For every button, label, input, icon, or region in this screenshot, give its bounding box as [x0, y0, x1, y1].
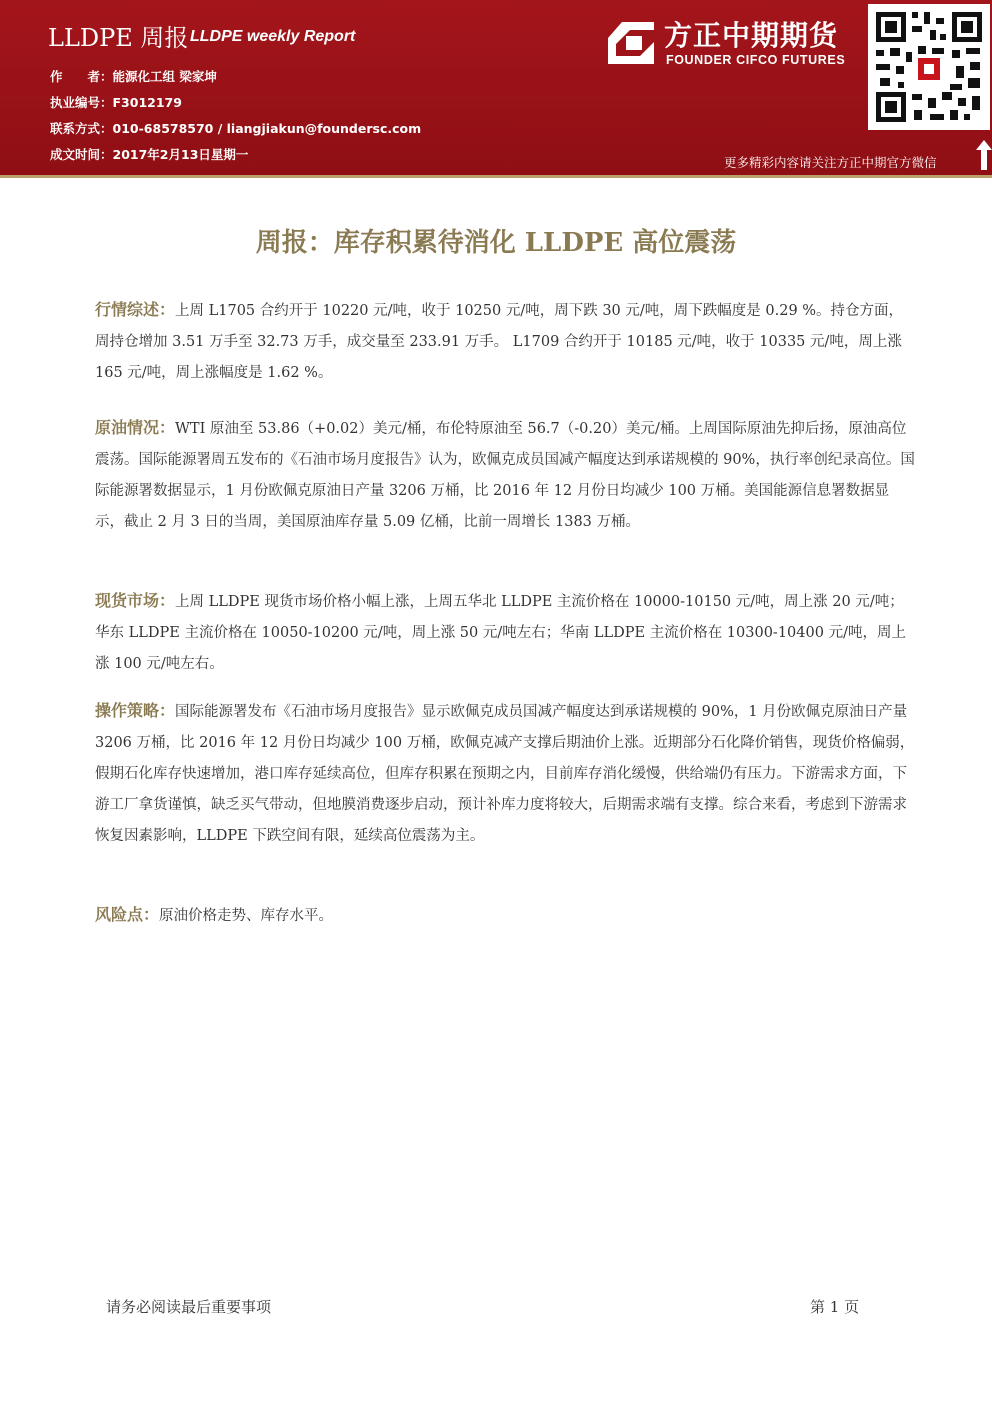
wechat-follow-note: 更多精彩内容请关注方正中期官方微信 — [724, 155, 937, 170]
section-text: 上周 LLDPE 现货市场价格小幅上涨，上周五华北 LLDPE 主流价格在 10000-10150 元/吨，周上涨 20 元/吨；华东 LLDPE 主流价格在 10050-10200 元/吨，周上涨 50 元/吨左右；华南 LLDPE 主流价格在 10300-10400 元/吨，周上涨 100 元/吨左右。 — [95, 594, 906, 672]
section-market-review — [95, 294, 915, 389]
meta-author — [50, 67, 217, 85]
meta-contact — [50, 119, 421, 137]
section-crude-oil — [95, 412, 915, 538]
founder-logo-icon — [608, 22, 654, 64]
page-number: 第 1 页 — [810, 1298, 860, 1316]
section-label: 操作策略： — [95, 701, 176, 720]
section-text: 上周 L1705 合约开于 10220 元/吨，收于 10250 元/吨，周下跌 30 元/吨，周下跌幅度是 0.29 %。持仓方面，周持仓增加 3.51 万手至 32.73 万手，成交量至 233.91 万手。 L1709 合约开于 10185 元/吨，收于 10335 元/吨，周上涨 165 元/吨，周上涨幅度是 1.62 %。 — [95, 303, 904, 381]
section-strategy — [95, 695, 915, 852]
meta-key: 联系方式： — [50, 121, 113, 136]
report-name: LLDPE 周报 — [48, 24, 189, 52]
footer-disclaimer-note: 请务必阅读最后重要事项 — [106, 1298, 272, 1316]
report-title: 周报：库存积累待消化 LLDPE 高位震荡 — [255, 228, 737, 258]
report-header — [0, 0, 992, 175]
brand-name-cn: 方正中期期货 — [664, 19, 839, 52]
meta-value: 能源化工组 梁家坤 — [112, 69, 217, 84]
section-spot-market — [95, 585, 915, 680]
meta-date — [50, 145, 248, 163]
meta-key: 作 者： — [50, 69, 113, 84]
meta-key: 执业编号： — [50, 95, 113, 110]
wechat-qr-code-icon — [868, 4, 990, 130]
meta-key: 成文时间： — [50, 147, 113, 162]
section-label: 原油情况： — [95, 418, 176, 437]
arrow-up-icon — [976, 140, 992, 170]
section-label: 现货市场： — [95, 591, 176, 610]
meta-value: 010-68578570 / liangjiakun@foundersc.com — [112, 121, 422, 136]
meta-value: 2017年2月13日星期一 — [112, 147, 249, 162]
section-risk — [95, 899, 915, 932]
section-label: 行情综述： — [95, 300, 176, 319]
brand-name-en: FOUNDER CIFCO FUTURES — [666, 53, 846, 67]
report-subtitle: LLDPE weekly Report — [190, 28, 356, 45]
section-text: 国际能源署发布《石油市场月度报告》显示欧佩克成员国减产幅度达到承诺规模的 90%，1 月份欧佩克原油日产量 3206 万桶，比 2016 年 12 月份日均减少 100 万桶，欧佩克减产支撑后期油价上涨。近期部分石化降价销售，现货价格偏弱，假期石化库存快速增加，港口库存延续高位，但库存积累在预期之内，目前库存消化缓慢，供给端仍有压力。下游需求方面，下游工厂拿货谨慎，缺乏买气带动，但地膜消费逐步启动，预计补库力度将较大，后期需求端有支撑。综合来看，考虑到下游需求恢复因素影响，LLDPE 下跌空间有限，延续高位震荡为主。 — [95, 704, 915, 844]
meta-value: F3012179 — [112, 95, 182, 110]
section-text: WTI 原油至 53.86（+0.02）美元/桶，布伦特原油至 56.7（-0.20）美元/桶。上周国际原油先抑后扬，原油高位震荡。国际能源署周五发布的《石油市场月度报告》认为，欧佩克成员国减产幅度达到承诺规模的 90%，执行率创纪录高位。国际能源署数据显示，1 月份欧佩克原油日产量 3206 万桶，比 2016 年 12 月份日均减少 100 万桶。美国能源信息署数据显示，截止 2 月 3 日的当周，美国原油库存量 5.09 亿桶，比前一周增长 1383 万桶。 — [95, 421, 915, 530]
section-text: 原油价格走势、库存水平。 — [159, 908, 334, 924]
section-label: 风险点： — [95, 905, 160, 924]
meta-license — [50, 93, 182, 111]
header-divider — [0, 175, 992, 178]
